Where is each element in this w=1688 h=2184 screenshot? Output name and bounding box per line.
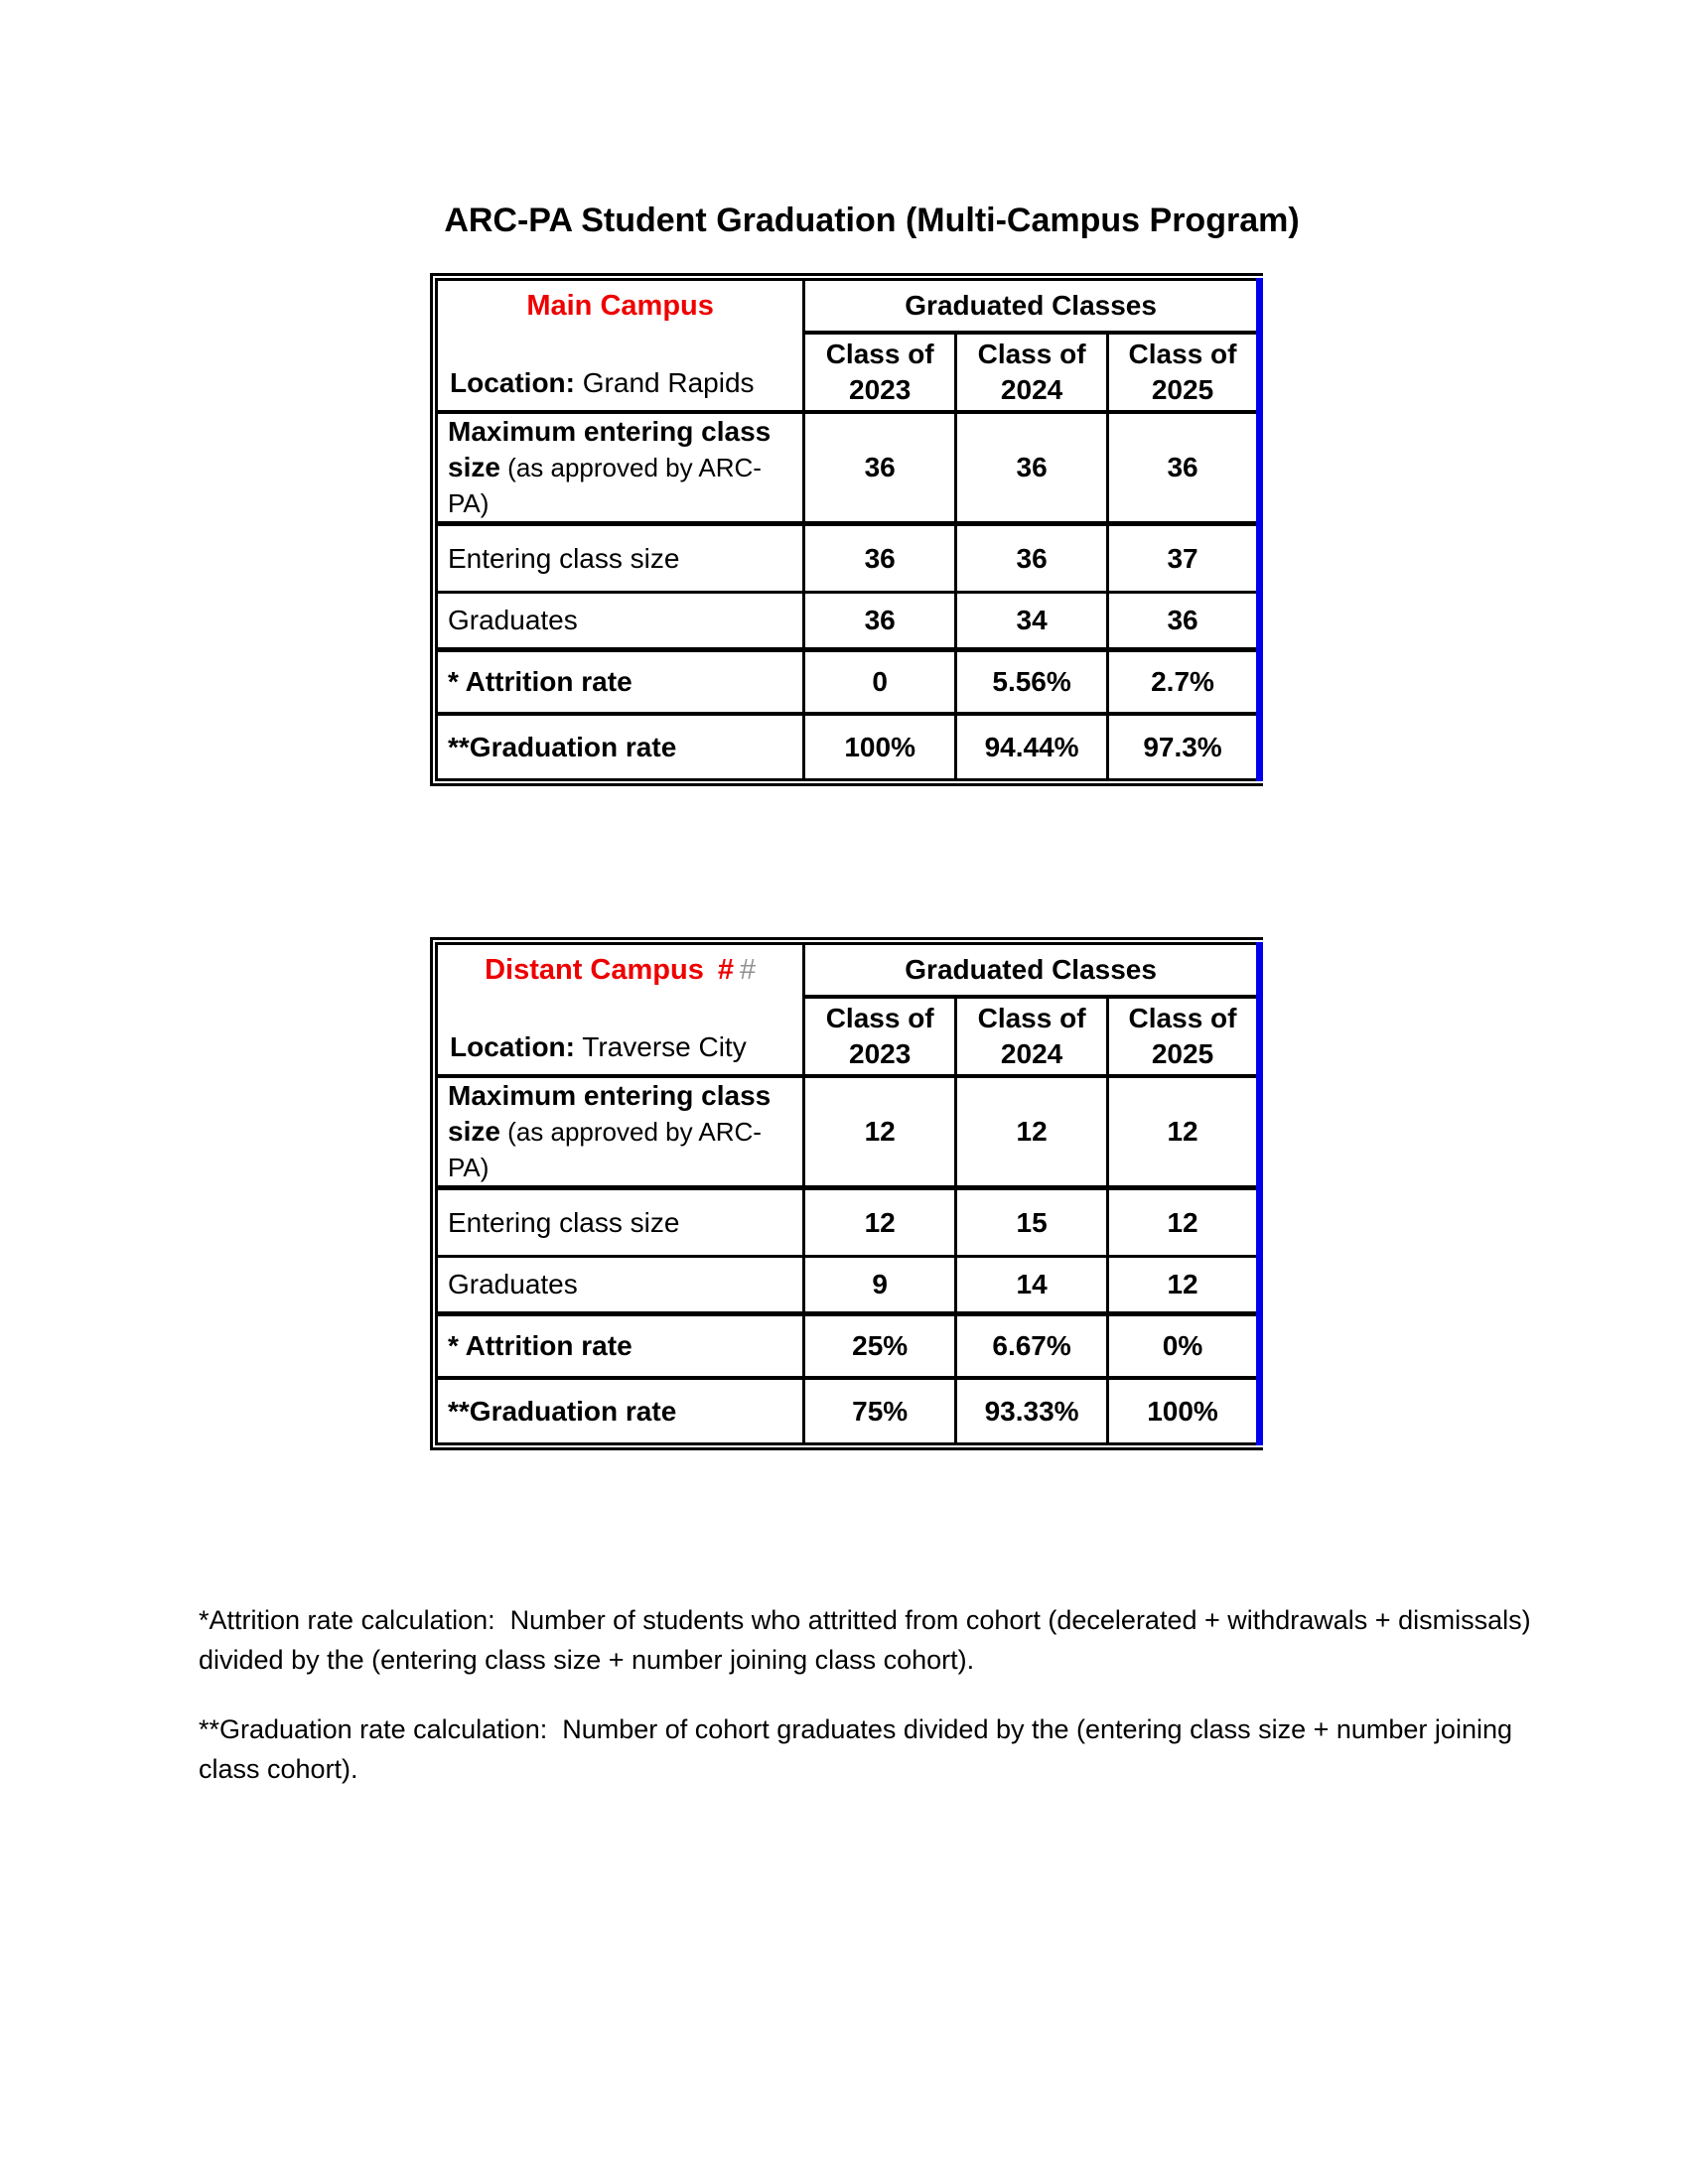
class-header-line1: Class of [977,339,1086,369]
table-row [437,714,1260,780]
metric-value: 37 [1108,524,1260,593]
table-row [437,412,1260,524]
class-header-cell [804,333,956,412]
metric-value: 36 [804,412,956,524]
campus-hash-gray: # [739,954,757,986]
graduated-classes-header: Graduated Classes [804,280,1260,334]
metric-value: 5.56% [956,650,1108,715]
metric-value: 12 [1108,1076,1260,1188]
table-row [437,1076,1260,1188]
class-header-year: 2025 [1151,374,1214,405]
metric-label: Entering class size [437,524,804,593]
metric-label: **Graduation rate [437,1378,804,1444]
class-header-line1: Class of [825,1003,934,1033]
metric-value: 94.44% [956,714,1108,780]
table-row [437,650,1260,715]
metric-label: Graduates [437,1257,804,1314]
main-campus-table [430,273,1263,786]
table-row [437,944,1260,998]
metric-value: 34 [956,593,1108,650]
metric-label [437,412,804,524]
metric-value: 12 [956,1076,1108,1188]
class-header-cell [956,333,1108,412]
table-row [437,1314,1260,1379]
metric-label [437,1076,804,1188]
page-title: ARC-PA Student Graduation (Multi-Campus Program) [444,202,1300,239]
metric-label: Entering class size [437,1188,804,1257]
graduated-classes-header: Graduated Classes [804,944,1260,998]
campus-header-cell [437,944,804,1077]
location-value: Traverse City [582,1031,747,1062]
location-label: Location: [450,367,575,398]
metric-value: 36 [956,412,1108,524]
metric-value: 15 [956,1188,1108,1257]
class-header-year: 2024 [1000,1038,1063,1069]
table-row [437,1188,1260,1257]
metric-value: 0 [804,650,956,715]
graduation-footnote: **Graduation rate calculation: Number of cohort graduates divided by the (entering class size + number joining class cohort). [199,1714,1520,1784]
metric-value: 36 [804,593,956,650]
metric-label-bold: Maximum entering class size [448,1080,772,1147]
metric-label: * Attrition rate [437,650,804,715]
location-value: Grand Rapids [582,367,755,398]
class-header-year: 2023 [849,1038,912,1069]
metric-label: * Attrition rate [437,1314,804,1379]
location-line [438,367,802,399]
class-header-line1: Class of [825,339,934,369]
metric-value: 36 [1108,412,1260,524]
class-header-year: 2023 [849,374,912,405]
metric-value: 75% [804,1378,956,1444]
distant-campus-table-grid [435,942,1263,1445]
metric-value: 12 [804,1188,956,1257]
metric-value: 2.7% [1108,650,1260,715]
table-row [437,280,1260,334]
table-row [437,524,1260,593]
class-header-cell [1108,333,1260,412]
class-header-cell [956,997,1108,1076]
metric-value: 12 [1108,1188,1260,1257]
attrition-footnote: *Attrition rate calculation: Number of students who attritted from cohort (decelerated + withdrawals + dismissals) divided by the (entering class size + number joining class cohort). [199,1605,1539,1675]
metric-value: 100% [1108,1378,1260,1444]
metric-label-note: (as approved by ARC-PA) [448,453,762,518]
metric-label: Graduates [437,593,804,650]
metric-value: 36 [804,524,956,593]
class-header-line1: Class of [1128,1003,1237,1033]
class-header-year: 2025 [1151,1038,1214,1069]
metric-value: 9 [804,1257,956,1314]
metric-value: 12 [804,1076,956,1188]
location-line [438,1031,802,1063]
campus-name-text: Distant Campus [485,954,704,986]
campus-name [438,954,802,987]
table-row [437,1378,1260,1444]
class-header-cell [804,997,956,1076]
metric-label-note: (as approved by ARC-PA) [448,1117,762,1182]
metric-value: 0% [1108,1314,1260,1379]
class-header-line1: Class of [1128,339,1237,369]
metric-value: 6.67% [956,1314,1108,1379]
metric-value: 97.3% [1108,714,1260,780]
table-row [437,593,1260,650]
metric-value: 25% [804,1314,956,1379]
main-campus-table-grid [435,278,1263,781]
campus-name [438,290,802,323]
metric-value: 36 [956,524,1108,593]
campus-name-text: Main Campus [526,290,714,322]
class-header-year: 2024 [1000,374,1063,405]
metric-value: 14 [956,1257,1108,1314]
table-row [437,1257,1260,1314]
distant-campus-table [430,937,1263,1450]
class-header-cell [1108,997,1260,1076]
location-label: Location: [450,1031,575,1062]
metric-label-bold: Maximum entering class size [448,416,772,482]
campus-header-cell [437,280,804,413]
metric-value: 36 [1108,593,1260,650]
metric-value: 100% [804,714,956,780]
class-header-line1: Class of [977,1003,1086,1033]
campus-hash-red: # [717,954,734,986]
metric-label: **Graduation rate [437,714,804,780]
metric-value: 12 [1108,1257,1260,1314]
metric-value: 93.33% [956,1378,1108,1444]
